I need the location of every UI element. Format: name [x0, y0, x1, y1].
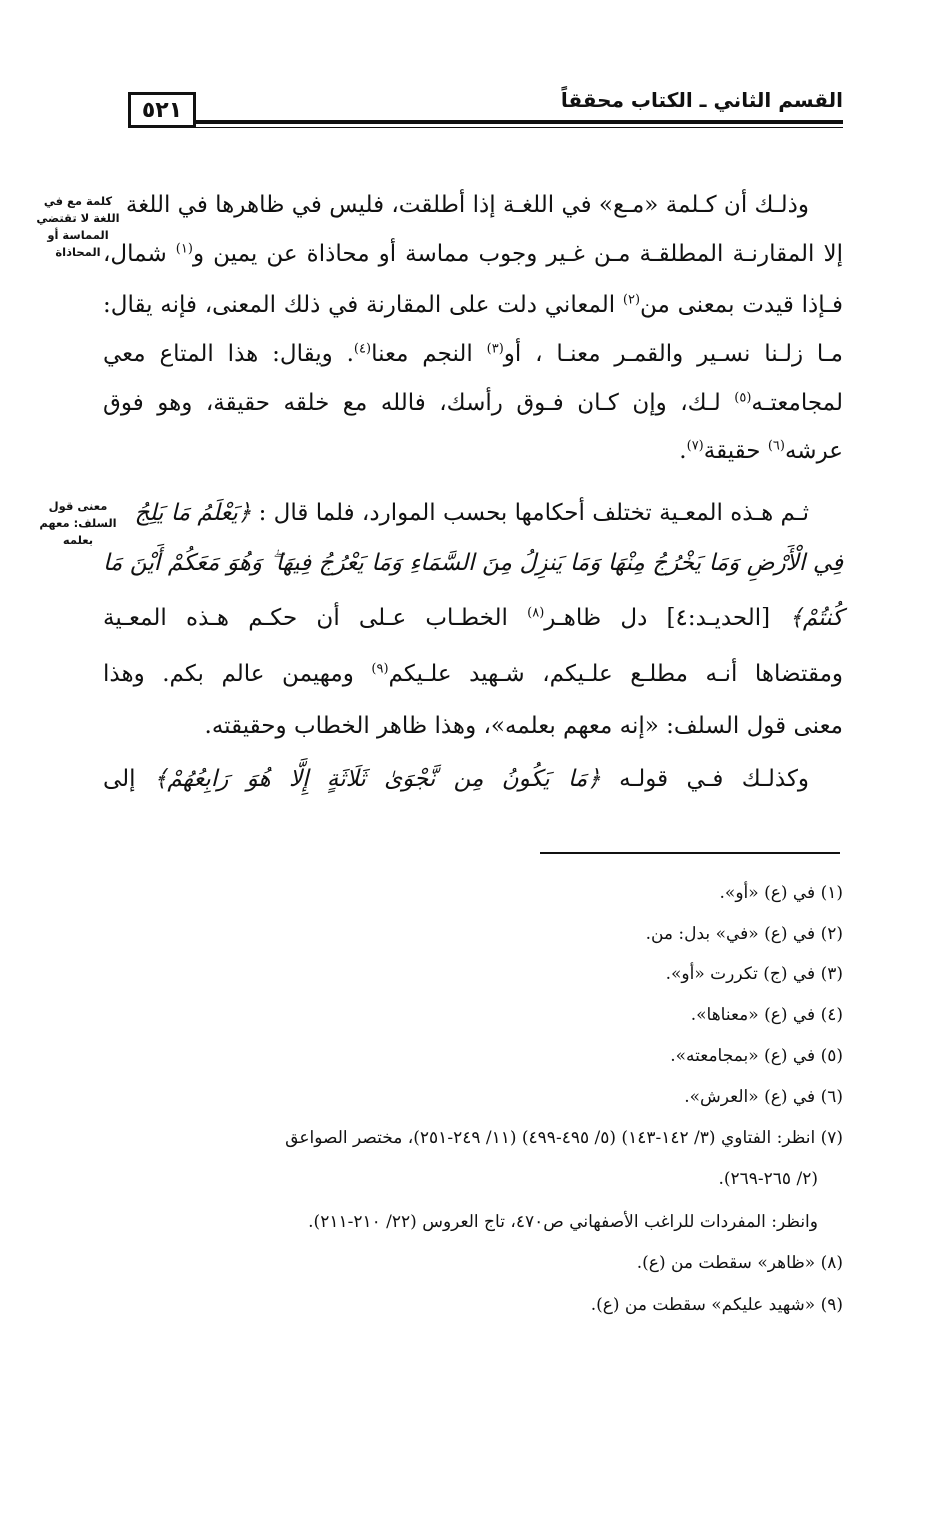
quran-verse: ﴿مَا يَكُونُ مِن نَّجْوَىٰ ثَلَاثَةٍ إِلَّا هُوَ رَابِعُهُمْ﴾ — [153, 766, 601, 792]
footnote-ref: (٢) — [622, 292, 641, 308]
footnote: (٢) في (ع) «في» بدل: من. — [645, 924, 843, 944]
header-rule-thin — [196, 127, 843, 128]
footnote-separator — [540, 852, 840, 854]
footnote-ref: (٩) — [371, 661, 389, 677]
footnote: (٣) في (ج) تكررت «أو». — [665, 964, 843, 984]
footnote: (٨) «ظاهر» سقطت من (ع). — [636, 1253, 843, 1273]
page-number: ٥٢١ — [128, 92, 196, 128]
margin-note: معنى قول السلف: معهم بعلمه — [39, 499, 117, 547]
body-line: ثـم هـذه المعـية تختلف أحكامها بحسب الموارد، فلما قال : ﴿يَعْلَمُ مَا يَلِجُ — [134, 500, 809, 526]
footnote-continuation: (٢/ ٢٦٥-٢٦٩). — [718, 1169, 818, 1189]
body-line: كُنتُمْ﴾ [الحديـد:٤] دل ظاهـر$^{(٨)}$ الخطـاب عـلى أن حكـم هـذه المعـية — [103, 605, 843, 631]
footnote: (٥) في (ع) «بمجامعته». — [670, 1046, 843, 1066]
margin-note: كلمة مع في اللغة لا تقتضي المماسة أو المحاذاة — [36, 194, 120, 259]
quran-verse-line: فِي الْأَرْضِ وَمَا يَخْرُجُ مِنْهَا وَمَا يَنزِلُ مِنَ السَّمَاءِ وَمَا يَعْرُجُ فِيهَا ۖ وَهُوَ مَعَكُمْ أَيْنَ مَا — [103, 550, 843, 576]
footnote: (٩) «شهيد عليكم» سقطت من (ع). — [590, 1295, 843, 1315]
body-line: مـا زلـنا نسـير والقمـر معنـا ، أو$^{(٣)}$ النجم معنا$^{(٤)}$. ويقال: هذا المتاع معي — [103, 341, 843, 367]
running-head: القسم الثاني ـ الكتاب محققاً — [560, 88, 843, 112]
body-line: عرشه$^{(٦)}$ حقيقة$^{(٧)}$. — [679, 438, 843, 464]
footnote-ref: (٣) — [486, 341, 504, 357]
body-line: إلا المقارنـة المطلقـة مـن غـير وجوب مماسة أو محاذاة عن يمين و$^{(١)}$ شمال، — [103, 241, 843, 267]
footnote: (٦) في (ع) «العرش». — [684, 1087, 843, 1107]
body-line: وذلـك أن كـلمة «مـع» في اللغـة إذا أطلقت، فليس في ظاهرها في اللغة — [125, 192, 809, 218]
footnote-ref: (٨) — [527, 605, 545, 621]
body-line: ومقتضاها أنـه مطلـع علـيكم، شـهيد علـيكم$^{(٩)}$ ومهيمن عالم بكم. وهذا — [103, 661, 844, 687]
footnote-ref: (١) — [175, 241, 193, 257]
body-line: فـإذا قيدت بمعنى من$^{(٢)}$ المعاني دلت على المقارنة في ذلك المعنى، فإنه يقال: — [103, 292, 843, 318]
body-line: وكذلـك فـي قولـه ﴿مَا يَكُونُ مِن نَّجْوَىٰ ثَلَاثَةٍ إِلَّا هُوَ رَابِعُهُمْ﴾ إلى — [103, 766, 809, 792]
footnote-continuation: وانظر: المفردات للراغب الأصفهاني ص٤٧٠، تاج العروس (٢٢/ ٢١٠-٢١١). — [308, 1212, 818, 1232]
footnote: (٧) انظر: الفتاوي (٣/ ١٤٢-١٤٣) (٥/ ٤٩٥-٤٩٩) (١١/ ٢٤٩-٢٥١)، مختصر الصواعق — [285, 1128, 843, 1148]
quran-verse: ﴿يَعْلَمُ مَا يَلِجُ — [134, 500, 252, 526]
footnote-ref: (٤) — [353, 341, 372, 357]
body-line: لمجامعتـه$^{(٥)}$ لـك، وإن كـان فـوق رأسك، فالله مع خلقه حقيقة، وهو فوق — [103, 390, 843, 416]
header-rule — [196, 120, 843, 124]
body-line: معنى قول السلف: «إنه معهم بعلمه»، وهذا ظاهر الخطاب وحقيقته. — [204, 713, 843, 739]
footnote: (٤) في (ع) «معناها». — [690, 1005, 843, 1025]
footnote: (١) في (ع) «أو». — [719, 883, 843, 903]
footnote-ref: (٥) — [734, 390, 752, 406]
footnote-ref: (٦) — [767, 438, 785, 454]
footnote-ref: (٧) — [686, 438, 704, 454]
